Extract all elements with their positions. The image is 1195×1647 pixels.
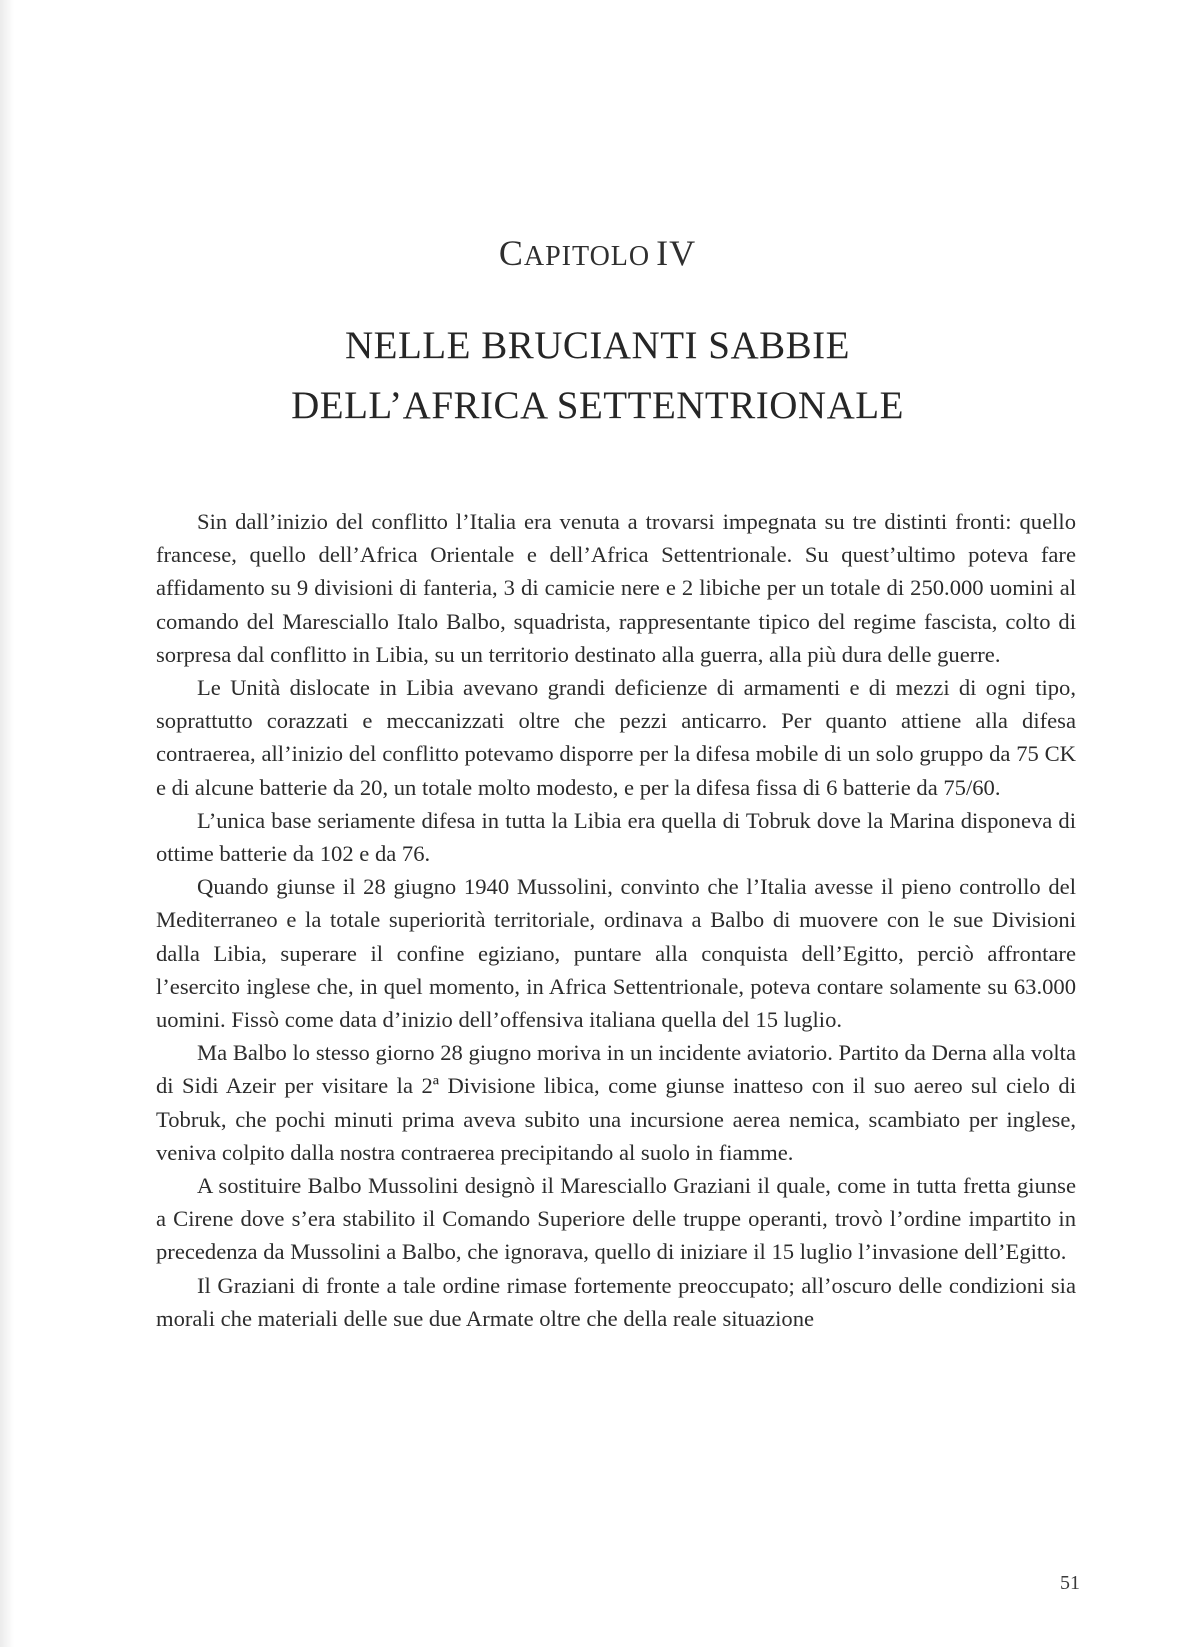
paragraph: Le Unità dislocate in Libia avevano grandi deficienze di armamenti e di mezzi di ogni tipo, soprattutto corazzati e meccanizzati oltre che pezzi anticarro. Per quanto attiene alla difesa contraerea, all’inizio del conflitto potevamo disporre per la difesa mobile di un solo gruppo da 75 CK e di alcune batterie da 20, un totale molto modesto, e per la difesa fissa di 6 batterie da 75/60. (156, 675, 1076, 800)
chapter-number: IV (656, 233, 697, 273)
paragraph: Quando giunse il 28 giugno 1940 Mussolini, convinto che l’Italia avesse il pieno controllo del Mediterraneo e la totale superiorità territoriale, ordinava a Balbo di muovere con le sue Divisioni dalla Libia, superare il confine egiziano, puntare alla conquista dell’Egitto, perciò affrontare l’esercito inglese che, in quel momento, in Africa Settentrionale, poteva contare solamente su 63.000 uomini. Fissò come data d’inizio dell’offensiva italiana quella del 15 luglio. (156, 874, 1076, 1033)
body-text (156, 505, 1076, 1335)
page-number: 51 (1060, 1572, 1080, 1594)
paragraph: Ma Balbo lo stesso giorno 28 giugno moriva in un incidente aviatorio. Partito da Derna alla volta di Sidi Azeir per visitare la 2ª Divisione libica, come giunse inatteso con il suo aereo sul cielo di Tobruk, che pochi minuti prima aveva subito una incursione aerea nemica, scambiato per inglese, veniva colpito dalla nostra contraerea precipitando al suolo in fiamme. (156, 1040, 1076, 1165)
chapter-label (0, 232, 1195, 274)
chapter-label-initial: C (498, 233, 524, 273)
chapter-title-line-1: NELLE BRUCIANTI SABBIE (345, 324, 850, 367)
paragraph: Il Graziani di fronte a tale ordine rimase fortemente preoccupato; all’oscuro delle condizioni sia morali che materiali delle sue due Armate oltre che della reale situazione (156, 1272, 1076, 1331)
chapter-title-line-2: DELL’AFRICA SETTENTRIONALE (291, 384, 904, 427)
paragraph: Sin dall’inizio del conflitto l’Italia era venuta a trovarsi impegnata su tre distinti fronti: quello francese, quello dell’Africa Orientale e dell’Africa Settentrionale. Su quest’ultimo poteva fare affidamento su 9 divisioni di fanteria, 3 di camicie nere e 2 libiche per un totale di 250.000 uomini al comando del Maresciallo Italo Balbo, squadrista, rappresentante tipico del regime fascista, colto di sorpresa dal conflitto in Libia, su un territorio destinato alla guerra, alla più dura delle guerre. (156, 509, 1076, 667)
chapter-title (0, 316, 1195, 436)
paragraph: L’unica base seriamente difesa in tutta la Libia era quella di Tobruk dove la Marina disponeva di ottime batterie da 102 e da 76. (156, 807, 1076, 867)
paragraph: A sostituire Balbo Mussolini designò il Maresciallo Graziani il quale, come in tutta fretta giunse a Cirene dove s’era stabilito il Comando Superiore delle truppe operanti, trovò l’ordine impartito in precedenza da Mussolini a Balbo, che ignorava, quello di iniziare il 15 luglio l’invasione dell’Egitto. (156, 1173, 1076, 1265)
chapter-label-word: APITOLO (523, 241, 651, 272)
